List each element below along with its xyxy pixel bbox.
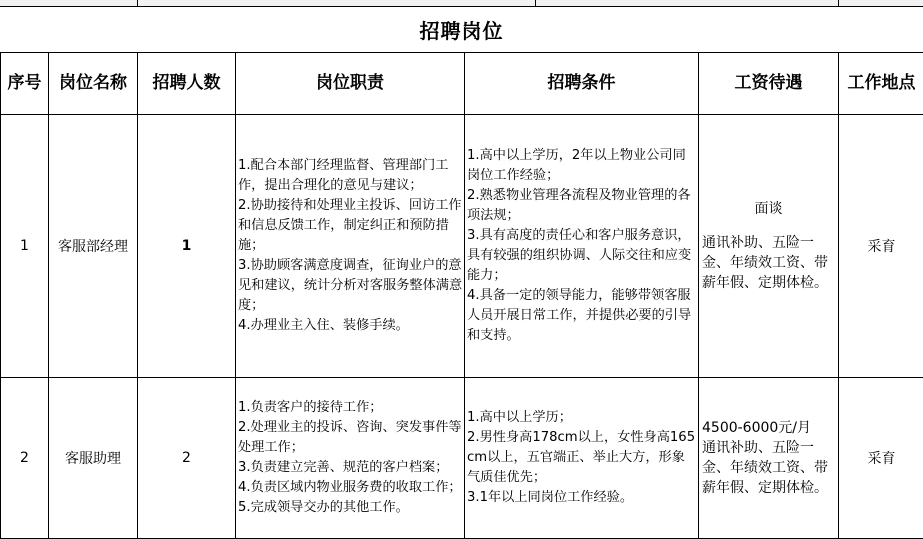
- cell-location: 采育: [839, 378, 923, 539]
- salary-benefits: 通讯补助、五险一金、年绩效工资、带薪年假、定期体检。: [702, 438, 835, 498]
- cell-count: 2: [138, 378, 236, 539]
- header-salary: 工资待遇: [699, 53, 839, 115]
- table-title: 招聘岗位: [420, 15, 504, 44]
- salary-main: 面谈: [702, 199, 835, 219]
- strip-divider: [137, 0, 138, 6]
- table-row: [1, 115, 923, 378]
- cell-requirements: 1.高中以上学历； 2.男性身高178cm以上，女性身高165cm以上，五官端正、举止大方，形象气质佳优先； 3.1年以上同岗位工作经验。: [465, 378, 699, 539]
- cell-seq: 1: [1, 115, 49, 378]
- cell-salary: [699, 115, 839, 378]
- salary-main: 4500-6000元/月: [702, 418, 835, 438]
- previous-section-strip: [0, 0, 923, 7]
- cell-seq: 2: [1, 378, 49, 539]
- recruitment-table: [0, 52, 923, 539]
- cell-position: 客服助理: [49, 378, 138, 539]
- header-requirements: 招聘条件: [465, 53, 699, 115]
- cell-duties: 1.配合本部门经理监督、管理部门工作，提出合理化的意见与建议； 2.协助接待和处理业主投诉、回访工作和信息反馈工作，制定纠正和预防措施； 3.协助顾客满意度调查，征询业户的意见和建议，统计分析对客服务整体满意度； 4.办理业主入住、装修手续。: [236, 115, 465, 378]
- cell-position: 客服部经理: [49, 115, 138, 378]
- strip-divider: [838, 0, 839, 6]
- table-row: [1, 378, 923, 539]
- table-title-row: [0, 7, 923, 53]
- cell-location: 采育: [839, 115, 923, 378]
- header-row: [1, 53, 923, 115]
- cell-requirements: 1.高中以上学历，2年以上物业公司同岗位工作经验； 2.熟悉物业管理各流程及物业管理的各项法规； 3.具有高度的责任心和客户服务意识，具有较强的组织协调、人际交往和应变能力； 4.具备一定的领导能力，能够带领客服人员开展日常工作，并提供必要的引导和支持。: [465, 115, 699, 378]
- header-duties: 岗位职责: [236, 53, 465, 115]
- strip-divider: [535, 0, 536, 6]
- cell-count: 1: [138, 115, 236, 378]
- header-position: 岗位名称: [49, 53, 138, 115]
- cell-duties: 1.负责客户的接待工作； 2.处理业主的投诉、咨询、突发事件等处理工作； 3.负责建立完善、规范的客户档案； 4.负责区域内物业服务费的收取工作； 5.完成领导交办的其他工作。: [236, 378, 465, 539]
- header-count: 招聘人数: [138, 53, 236, 115]
- header-location: 工作地点: [839, 53, 923, 115]
- header-seq: 序号: [1, 53, 49, 115]
- salary-benefits: 通讯补助、五险一金、年绩效工资、带薪年假、定期体检。: [702, 233, 835, 293]
- cell-salary: [699, 378, 839, 539]
